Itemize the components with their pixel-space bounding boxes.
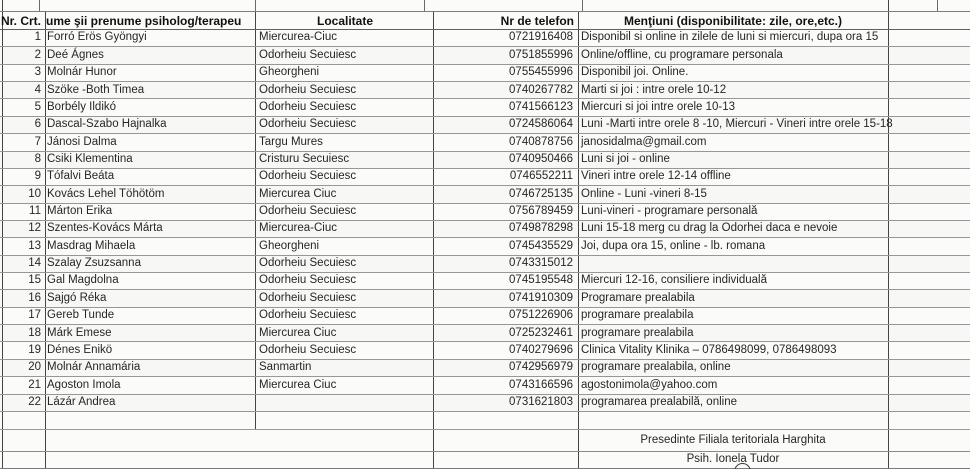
table-row (0, 377, 970, 394)
cell-name: Kovács Lehel Töhötöm (47, 187, 165, 200)
table-row (0, 238, 970, 255)
cell-mentions: Clinica Vitality Klinika – 0786498099, 0786498093 (581, 343, 837, 356)
table-row (0, 256, 970, 273)
cell-phone: 0746552211 (509, 170, 573, 183)
cell-row-number: 10 (28, 187, 41, 200)
cell-phone: 0721916408 (509, 31, 573, 44)
cell-row-number: 16 (28, 291, 41, 304)
cell-row-number: 11 (29, 205, 41, 218)
cell-locality: Targu Mures (259, 135, 323, 148)
cell-phone: 0742956979 (509, 361, 573, 374)
footer-signature-row (0, 452, 970, 469)
cell-locality: Odorheiu Secuiesc (259, 343, 357, 356)
cell-name: Borbély Ildikó (47, 100, 117, 113)
cell-name: Jánosi Dalma (47, 135, 117, 148)
cell-locality: Miercurea Ciuc (259, 187, 337, 200)
cell-row-number: 6 (34, 118, 41, 131)
table-row (0, 273, 970, 290)
cell-name: Dénes Enikö (47, 343, 113, 356)
cell-name: Gereb Tunde (47, 309, 115, 322)
cell-mentions: Miercuri si joi intre orele 10-13 (581, 100, 736, 113)
table-row (0, 82, 970, 99)
table-row (0, 169, 970, 186)
cell-row-number: 7 (34, 135, 41, 148)
table-row (0, 117, 970, 134)
cell-phone: 0724586064 (509, 118, 573, 131)
cell-locality: Odorheiu Secuiesc (259, 274, 357, 287)
cell-locality: Odorheiu Secuiesc (259, 291, 357, 304)
cell-locality: Odorheiu Secuiesc (259, 100, 357, 113)
table-header-row (0, 11, 970, 30)
table-row (0, 65, 970, 82)
cell-row-number: 9 (34, 170, 41, 183)
cell-phone: 0751226906 (509, 309, 573, 322)
cell-phone: 0740878756 (509, 135, 573, 148)
cell-row-number: 1 (34, 31, 41, 44)
cell-row-number: 13 (28, 239, 41, 252)
cell-name: Agoston Imola (47, 378, 121, 391)
table-row (0, 221, 970, 238)
cell-mentions: agostonimola@yahoo.com (581, 378, 718, 391)
cell-mentions: janosidalma@gmail.com (581, 135, 707, 148)
cell-phone: 0755455996 (509, 66, 573, 79)
cell-row-number: 20 (28, 361, 41, 374)
cell-row-number: 21 (28, 378, 41, 391)
cell-locality: Odorheiu Secuiesc (259, 118, 357, 131)
cell-phone: 0743166596 (509, 378, 573, 391)
header-name: ume şii prenume psiholog/terapeu (46, 13, 242, 28)
cell-row-number: 8 (34, 152, 41, 165)
cell-mentions: Miercuri 12-16, consiliere individuală (581, 274, 768, 287)
cell-locality: Odorheiu Secuiesc (259, 48, 357, 61)
cell-row-number: 14 (28, 257, 41, 270)
cell-mentions: Luni-vineri - programare personală (581, 205, 758, 218)
cell-name: Deé Ágnes (47, 48, 104, 61)
cell-row-number: 17 (28, 309, 41, 322)
header-row-number: Nr. Crt. (1, 13, 42, 28)
cell-locality: Miercurea-Ciuc (259, 31, 337, 44)
table-row (0, 186, 970, 203)
cell-mentions: Vineri intre orele 12-14 offline (581, 170, 731, 183)
header-locality: Localitate (316, 13, 373, 28)
cell-row-number: 22 (28, 395, 41, 408)
cell-mentions: programare prealabila, online (581, 361, 731, 374)
footer-president-name: Psih. Ionela Tudor (686, 453, 780, 466)
cell-name: Forró Erös Gyöngyi (47, 31, 147, 44)
table-body (0, 30, 970, 412)
cell-locality: Miercurea Ciuc (259, 378, 337, 391)
cell-name: Tófalvi Beáta (47, 170, 115, 183)
cell-mentions: Luni si joi - online (581, 152, 670, 165)
cell-phone: 0746725135 (509, 187, 573, 200)
cell-name: Szalay Zsuzsanna (47, 257, 141, 270)
cell-row-number: 5 (34, 100, 41, 113)
table-row (0, 204, 970, 221)
cell-locality: Miercurea-Ciuc (259, 222, 337, 235)
cell-locality: Odorheiu Secuiesc (259, 83, 357, 96)
cell-locality: Cristuru Secuiesc (259, 152, 350, 165)
table-row (0, 152, 970, 169)
cell-row-number: 15 (28, 274, 41, 287)
cell-locality: Gheorgheni (259, 239, 320, 252)
cell-locality: Sanmartin (259, 361, 312, 374)
cell-mentions: programare prealabila (581, 309, 694, 322)
cell-phone: 0756789459 (509, 205, 573, 218)
cell-row-number: 18 (28, 326, 41, 339)
cell-name: Molnár Hunor (47, 66, 117, 79)
cell-mentions: Online - Luni -vineri 8-15 (581, 187, 707, 200)
cell-name: Sajgó Réka (47, 291, 107, 304)
table-row (0, 47, 970, 64)
cell-name: Szöke -Both Timea (47, 83, 145, 96)
table-row (0, 134, 970, 151)
cell-name: Gal Magdolna (47, 274, 119, 287)
cell-locality (259, 395, 431, 411)
cell-name: Dascal-Szabo Hajnalka (47, 118, 167, 131)
table-row (0, 30, 970, 47)
cell-phone: 0743315012 (509, 257, 573, 270)
cell-locality: Odorheiu Secuiesc (259, 205, 357, 218)
cell-mentions: Luni -Marti intre orele 8 -10, Miercuri - Vineri intre orele 15-18 (581, 118, 893, 131)
cell-mentions: Disponibil joi. Online. (581, 66, 689, 79)
cell-mentions: Joi, dupa ora 15, online - lb. romana (581, 239, 766, 252)
cell-row-number: 19 (28, 343, 41, 356)
cell-phone: 0745195548 (509, 274, 573, 287)
empty-footer-row (0, 412, 970, 430)
cell-mentions: Marti si joi : intre orele 10-12 (581, 83, 727, 96)
cell-name: Szentes-Kovács Márta (47, 222, 163, 235)
cell-locality: Odorheiu Secuiesc (259, 257, 357, 270)
cell-phone: 0741910309 (509, 291, 573, 304)
cell-locality: Odorheiu Secuiesc (259, 170, 357, 183)
cell-mentions: programare prealabila (581, 326, 694, 339)
cell-mentions: Disponibil si online in zilele de luni si miercuri, dupa ora 15 (581, 31, 879, 44)
header-phone: Nr de telefon (500, 13, 574, 28)
header-mentions: Menţiuni (disponibilitate: zile, ore,etc.) (623, 13, 842, 28)
cell-name: Márk Emese (47, 326, 112, 339)
cell-phone: 0751855996 (509, 48, 573, 61)
cell-phone: 0740267782 (509, 83, 573, 96)
table-row (0, 325, 970, 342)
cell-mentions: Programare prealabila (581, 291, 695, 304)
table-row (0, 308, 970, 325)
cell-phone: 0745435529 (509, 239, 573, 252)
cell-locality: Odorheiu Secuiesc (259, 309, 357, 322)
cell-phone: 0740950466 (509, 152, 573, 165)
cell-mentions: Luni 15-18 merg cu drag la Odorhei daca e nevoie (581, 222, 838, 235)
cell-name: Lázár Andrea (47, 395, 116, 408)
partial-top-row (0, 0, 970, 11)
table-row (0, 342, 970, 359)
cell-row-number: 2 (34, 48, 41, 61)
cell-mentions: Online/offline, cu programare personala (581, 48, 783, 61)
table-row (0, 360, 970, 377)
cell-name: Csiki Klementina (47, 152, 133, 165)
cell-locality: Gheorgheni (259, 66, 320, 79)
table-row (0, 99, 970, 116)
cell-phone: 0749878298 (509, 222, 573, 235)
cell-mentions: programarea prealabilă, online (581, 395, 737, 408)
cell-phone: 0741566123 (509, 100, 573, 113)
cell-locality: Miercurea Ciuc (259, 326, 337, 339)
cell-name: Molnár Annamária (47, 361, 141, 374)
cell-row-number: 3 (34, 66, 41, 79)
cell-name: Márton Erika (47, 205, 113, 218)
cell-phone: 0725232461 (509, 326, 573, 339)
cell-row-number: 12 (28, 222, 41, 235)
cell-phone: 0731621803 (509, 395, 573, 408)
footer-president-title: Presedinte Filiala teritoriala Harghita (640, 433, 826, 446)
table-row (0, 395, 970, 412)
footer-title-row (0, 430, 970, 453)
cell-name: Masdrag Mihaela (47, 239, 136, 252)
table-row (0, 290, 970, 307)
cell-phone: 0740279696 (509, 343, 573, 356)
cell-row-number: 4 (34, 83, 41, 96)
